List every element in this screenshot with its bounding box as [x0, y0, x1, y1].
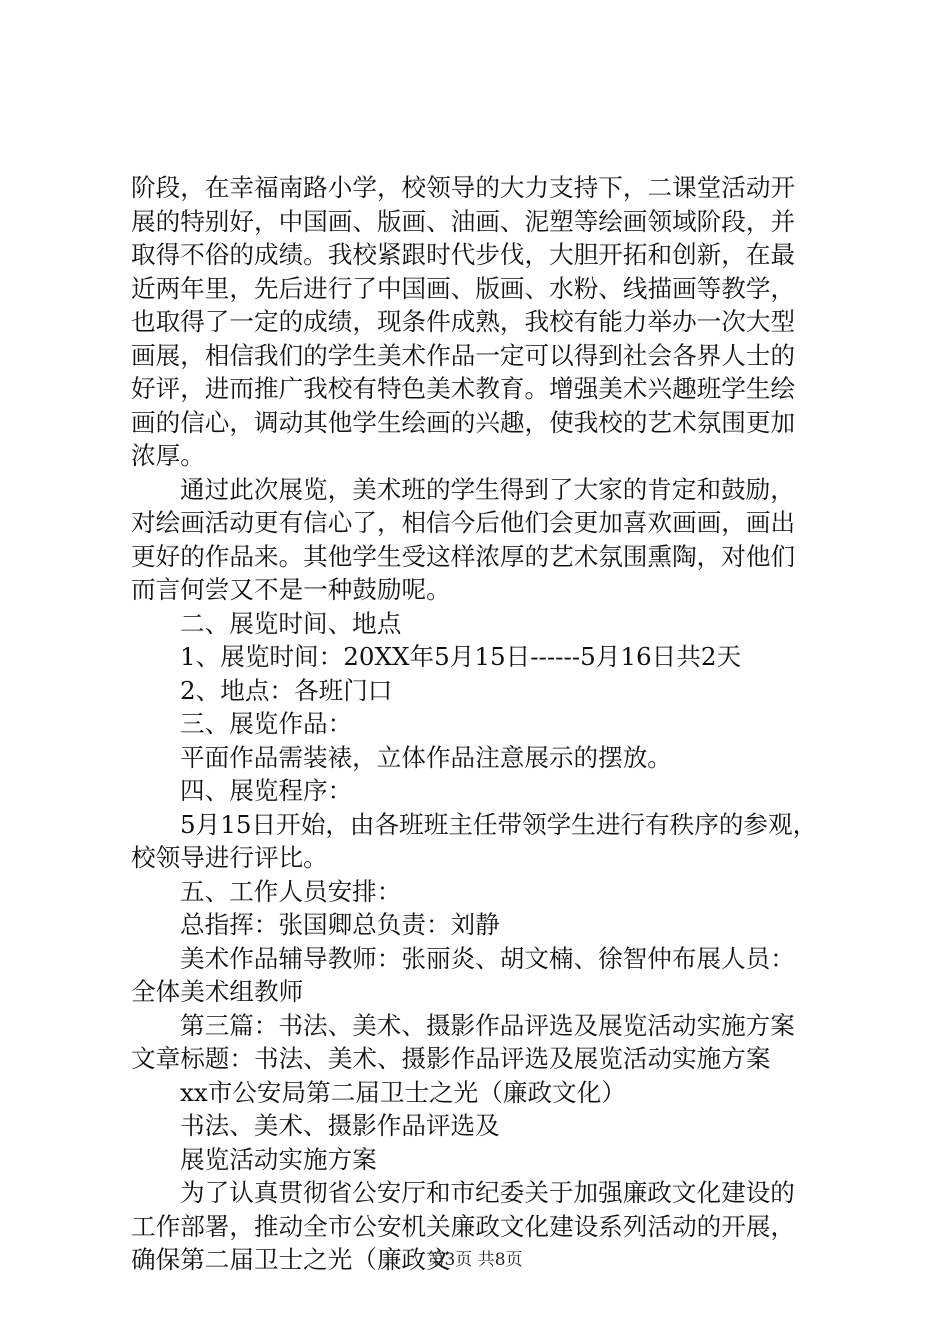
text-line: 近两年里，先后进行了中国画、版画、水粉、线描画等教学，: [131, 273, 796, 303]
text-line: 五、工作人员安排：: [180, 876, 402, 906]
text-line: 确保第二届卫士之光（廉政文: [131, 1245, 451, 1274]
text-line: 展的特别好，中国画、版画、油画、泥塑等绘画领域阶段，并: [131, 206, 796, 236]
text-line: 为了认真贯彻省公安厅和市纪委关于加强廉政文化建设的: [180, 1178, 795, 1207]
text-line: 取得不俗的成绩。我校紧跟时代步伐，大胆开拓和创新，在最: [131, 240, 796, 269]
text-line: 美术作品辅导教师：张丽炎、胡文楠、徐智仲布展人员：: [180, 943, 795, 973]
text-line: 好评，进而推广我校有特色美术教育。增强美术兴趣班学生绘: [131, 374, 796, 403]
text-line: 工作部署，推动全市公安机关廉政文化建设系列活动的开展，: [131, 1211, 796, 1241]
page-footer: 第3页 共8页: [427, 1250, 523, 1270]
text-line: 画展，相信我们的学生美术作品一定可以得到社会各界人士的: [131, 340, 796, 370]
text-line: 第三篇：书法、美术、摄影作品评选及展览活动实施方案: [180, 1010, 795, 1040]
text-line: 2、地点：各班门口: [180, 675, 393, 705]
text-line: 5月15日开始，由各班班主任带领学生进行有秩序的参观，: [180, 809, 818, 839]
text-line: 二、展览时间、地点: [180, 608, 402, 638]
text-line: 总指挥：张国卿总负责：刘静: [180, 910, 500, 939]
text-line: 浓厚。: [131, 441, 205, 470]
text-line: 文章标题：书法、美术、摄影作品评选及展览活动实施方案: [131, 1044, 771, 1073]
text-line: 校领导进行评比。: [131, 843, 328, 872]
text-line: 画的信心，调动其他学生绘画的兴趣，使我校的艺术氛围更加: [131, 407, 796, 437]
text-line: 阶段，在幸福南路小学，校领导的大力支持下，二课堂活动开: [131, 173, 796, 202]
document-body: [131, 171, 831, 1277]
text-line: 1、展览时间：20XX年5月15日------5月16日共2天: [180, 642, 742, 671]
text-line: xx市公安局第二届卫士之光（廉政文化）: [180, 1077, 626, 1107]
text-line: 全体美术组教师: [131, 977, 304, 1006]
text-line: 通过此次展览，美术班的学生得到了大家的肯定和鼓励，: [180, 474, 795, 504]
text-line: 对绘画活动更有信心了，相信今后他们会更加喜欢画画，画出: [131, 508, 796, 537]
text-line: 平面作品需装裱，立体作品注意展示的摆放。: [180, 742, 672, 772]
text-line: 四、展览程序：: [180, 776, 353, 805]
text-line: 三、展览作品：: [180, 709, 353, 738]
text-line: 更好的作品来。其他学生受这样浓厚的艺术氛围熏陶，对他们: [131, 541, 796, 571]
text-line: 而言何尝又不是一种鼓励呢。: [131, 575, 451, 604]
text-line: 展览活动实施方案: [180, 1144, 377, 1174]
text-line: 也取得了一定的成绩，现条件成熟，我校有能力举办一次大型: [131, 307, 796, 336]
text-line: 书法、美术、摄影作品评选及: [180, 1111, 500, 1140]
